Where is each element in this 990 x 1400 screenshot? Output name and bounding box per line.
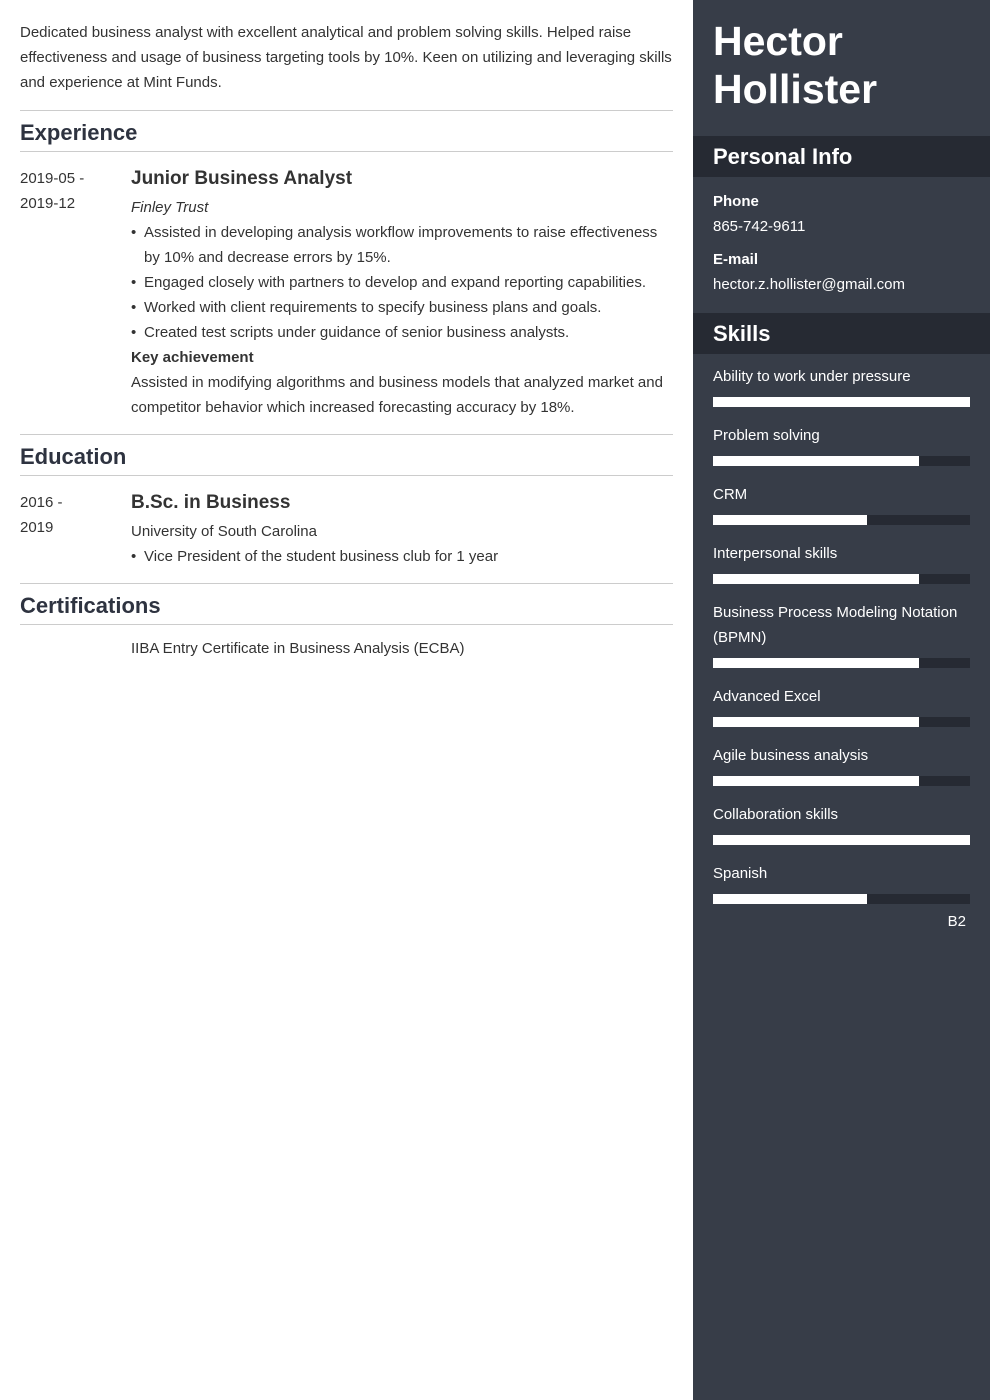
skill-item (713, 541, 970, 584)
experience-heading: Experience (20, 120, 138, 145)
sidebar (693, 0, 990, 1400)
skill-name: Advanced Excel (713, 688, 821, 705)
skill-item (713, 802, 970, 845)
email-label: E-mail (713, 251, 759, 268)
skill-level-fill (713, 658, 919, 668)
certifications-heading: Certifications (20, 593, 161, 618)
skills-list (693, 354, 990, 932)
skills-header (693, 313, 990, 354)
skill-name: Interpersonal skills (713, 545, 838, 562)
degree-title: B.Sc. in Business (131, 492, 291, 513)
date-end: 2019-12 (20, 195, 76, 212)
skill-level-fill (713, 515, 867, 525)
education-date (20, 490, 131, 569)
list-item: • Worked with client requirements to specify business plans and goals. (131, 295, 673, 320)
job-title: Junior Business Analyst (131, 168, 353, 189)
skill-item (713, 364, 970, 407)
skill-item (713, 684, 970, 727)
skills-heading: Skills (713, 320, 771, 346)
skill-level-fill (713, 776, 919, 786)
date-start: 2016 - (20, 494, 63, 511)
skill-level-bar (713, 658, 970, 668)
skill-item (713, 600, 970, 668)
skill-level-bar (713, 894, 970, 904)
certifications-section-header (20, 583, 673, 625)
skill-item (713, 743, 970, 786)
personal-info-heading: Personal Info (713, 143, 853, 169)
skill-name: CRM (713, 486, 748, 503)
education-heading: Education (20, 444, 127, 469)
skill-level-label: B2 (947, 913, 966, 930)
skill-level-bar (713, 397, 970, 407)
skill-level-fill (713, 835, 970, 845)
skill-level-fill (713, 717, 919, 727)
list-item: • Vice President of the student business club for 1 year (131, 544, 673, 569)
company-name: Finley Trust (131, 199, 209, 216)
skill-name: Agile business analysis (713, 747, 869, 764)
key-achievement-text: Assisted in modifying algorithms and business models that analyzed market and competitor behavior which increased forecasting accuracy by 18%. (131, 374, 663, 416)
skill-level-fill (713, 574, 919, 584)
experience-body (131, 166, 673, 420)
personal-info (693, 177, 990, 313)
education-section-header (20, 434, 673, 476)
education-entry (20, 490, 673, 569)
education-bullets (131, 544, 673, 569)
summary-text: Dedicated business analyst with excellent analytical and problem solving skills. Helped raise effectiveness and usage of business targeting tools by 10%. Keen on utilizing and leveraging skills and experience at Mint Funds. (20, 24, 672, 91)
skill-item (713, 423, 970, 466)
key-achievement-label: Key achievement (131, 349, 254, 366)
skill-level-bar (713, 456, 970, 466)
skill-name: Spanish (713, 865, 768, 882)
certification-name: IIBA Entry Certificate in Business Analysis (ECBA) (131, 640, 465, 657)
experience-date (20, 166, 131, 420)
skill-level-bar (713, 515, 970, 525)
skill-name: Collaboration skills (713, 806, 839, 823)
skill-item (713, 482, 970, 525)
date-end: 2019 (20, 519, 54, 536)
first-name: Hector (713, 18, 843, 64)
experience-section-header (20, 110, 673, 152)
last-name: Hollister (713, 66, 878, 112)
skill-level-fill (713, 397, 970, 407)
experience-bullets (131, 220, 673, 345)
date-start: 2019-05 - (20, 170, 85, 187)
list-item: • Assisted in developing analysis workflow improvements to raise effectiveness by 10% and decrease errors by 15%. (131, 220, 673, 270)
skill-name: Business Process Modeling Notation (BPMN) (713, 604, 958, 646)
skill-level-fill (713, 894, 867, 904)
skill-item (713, 861, 970, 932)
phone-label: Phone (713, 193, 759, 210)
education-body (131, 490, 673, 569)
skill-level-bar (713, 717, 970, 727)
phone-value: 865-742-9611 (713, 218, 806, 235)
skill-level-bar (713, 574, 970, 584)
certification-date-spacer (20, 636, 131, 661)
personal-info-header (693, 136, 990, 177)
list-item: • Engaged closely with partners to develop and expand reporting capabilities. (131, 270, 673, 295)
email-value: hector.z.hollister@gmail.com (713, 276, 905, 293)
skill-name: Problem solving (713, 427, 820, 444)
experience-entry (20, 166, 673, 420)
certification-item (20, 636, 673, 661)
list-item: • Created test scripts under guidance of senior business analysts. (131, 320, 673, 345)
skill-level-bar (713, 835, 970, 845)
school-name: University of South Carolina (131, 523, 317, 540)
skill-name: Ability to work under pressure (713, 368, 911, 385)
candidate-name (693, 0, 990, 136)
skill-level-bar (713, 776, 970, 786)
skill-level-fill (713, 456, 919, 466)
